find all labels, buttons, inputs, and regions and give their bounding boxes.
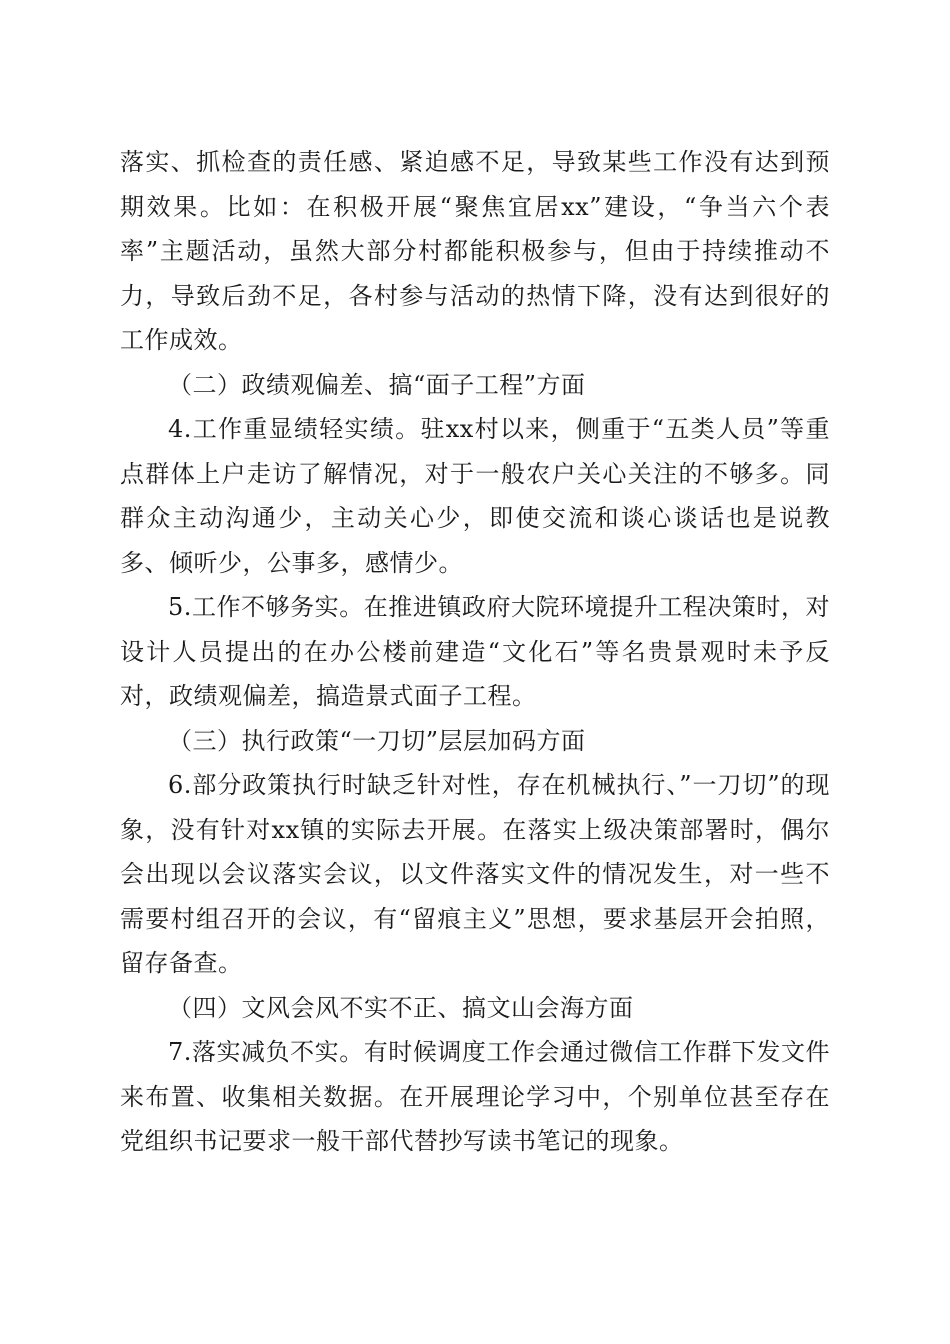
section-heading-4: （四）文风会风不实不正、搞文山会海方面	[168, 993, 634, 1022]
paragraph-item-4: 4.工作重显绩轻实绩。驻xx村以来，侧重于“五类人员”等重点群体上户走访了解情况，对于一般农户关心关注的不够多。同群众主动沟通少，主动关心少，即使交流和谈心谈话也是说教多、倾听少，公事多，感情少。	[120, 415, 830, 577]
section-heading-2: （二）政绩观偏差、搞“面子工程”方面	[168, 370, 586, 399]
paragraph-item-6: 6.部分政策执行时缺乏针对性，存在机械执行、”一刀切”的现象，没有针对xx镇的实际去开展。在落实上级决策部署时，偶尔会出现以会议落实会议，以文件落实文件的情况发生，对一些不需要村组召开的会议，有“留痕主义”思想，要求基层开会拍照，留存备查。	[120, 771, 830, 977]
paragraph-item-7: 7.落实减负不实。有时候调度工作会通过微信工作群下发文件来布置、收集相关数据。在开展理论学习中，个别单位甚至存在党组织书记要求一般干部代替抄写读书笔记的现象。	[120, 1038, 830, 1155]
section-heading-3: （三）执行政策“一刀切”层层加码方面	[168, 726, 586, 755]
document-body	[120, 140, 830, 1164]
paragraph-item-5: 5.工作不够务实。在推进镇政府大院环境提升工程决策时，对设计人员提出的在办公楼前建造“文化石”等名贵景观时未予反对，政绩观偏差，搞造景式面子工程。	[120, 593, 830, 710]
paragraph-continued: 落实、抓检查的责任感、紧迫感不足，导致某些工作没有达到预期效果。比如：在积极开展“聚焦宜居xx”建设，“争当六个表率”主题活动，虽然大部分村都能积极参与，但由于持续推动不力，导致后劲不足，各村参与活动的热情下降，没有达到很好的工作成效。	[120, 148, 830, 354]
